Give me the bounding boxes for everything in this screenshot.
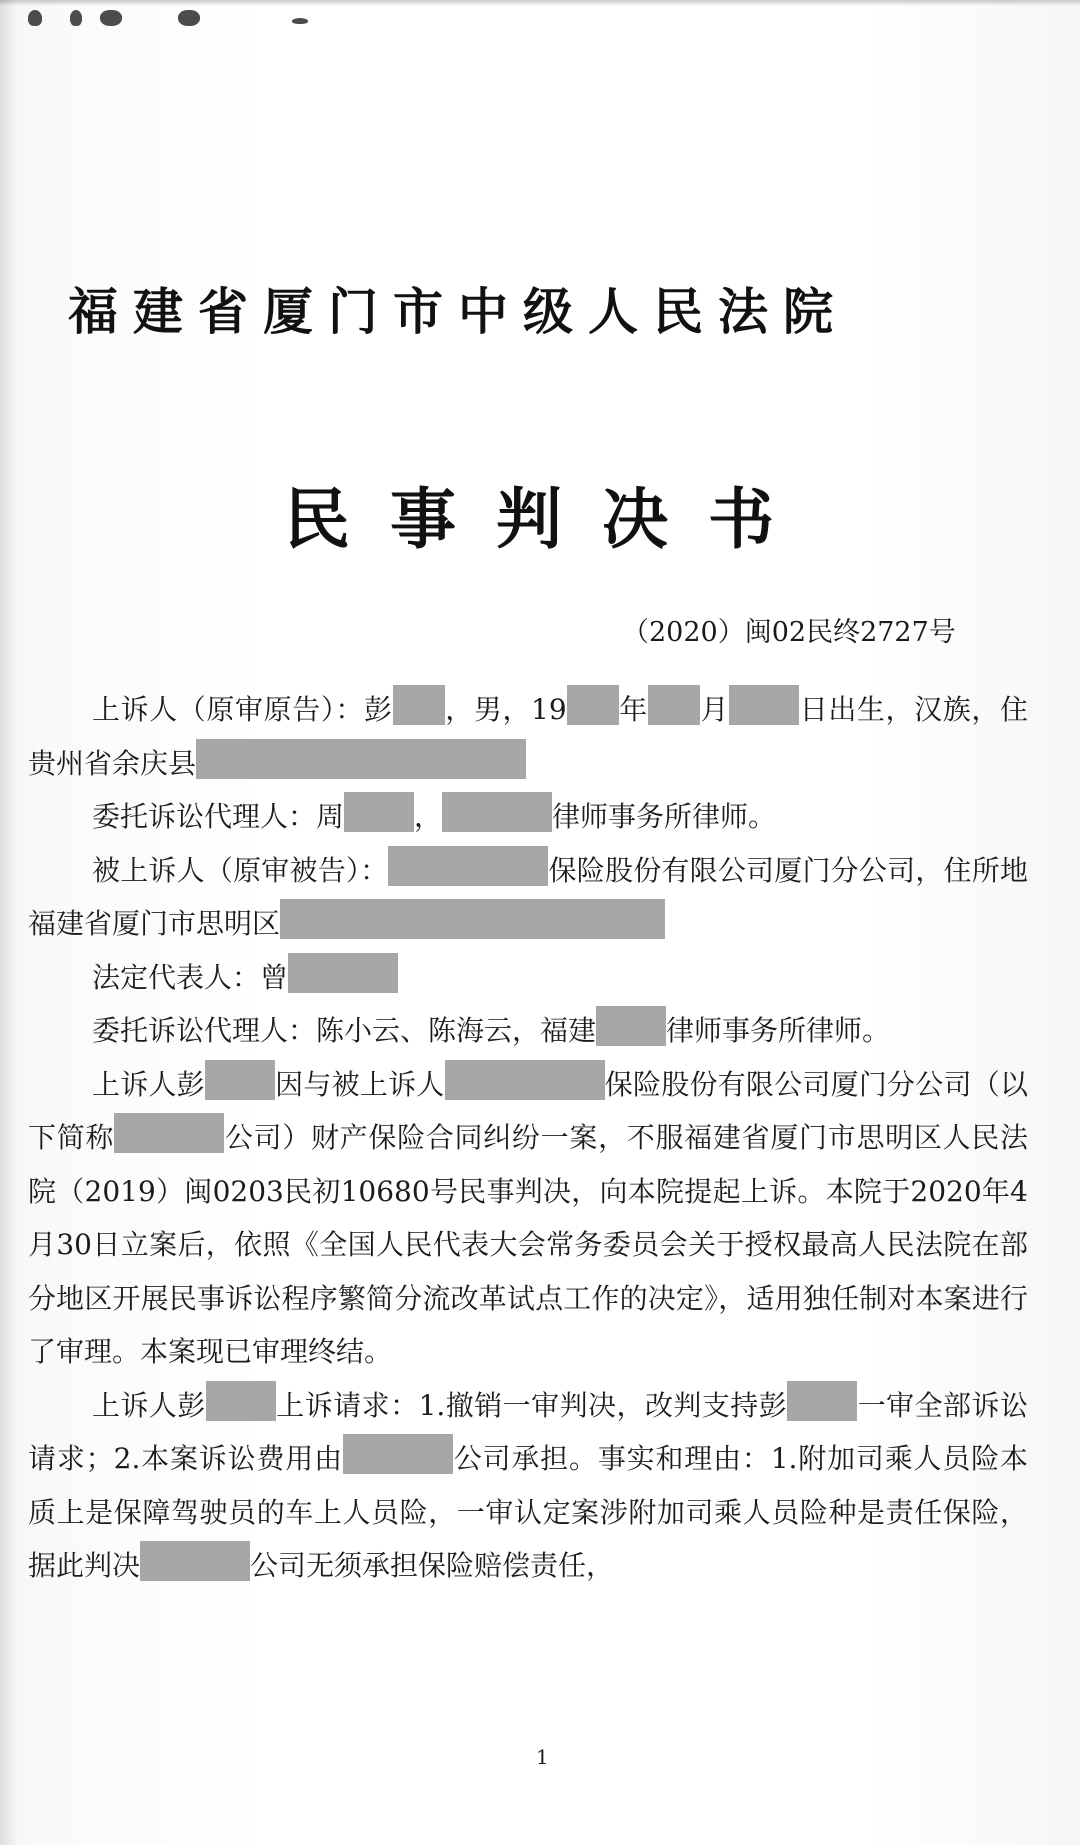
- redaction-block: [787, 1381, 857, 1421]
- page-number: 1: [536, 1745, 549, 1769]
- binding-hole-mark: [292, 18, 308, 24]
- text-segment: 住所地福建省厦门市思明区: [28, 853, 1028, 940]
- text-segment: 保险股份有限公司厦门分公司，: [548, 853, 944, 887]
- redaction-block: [388, 846, 548, 886]
- redaction-block: [445, 1060, 605, 1100]
- document-body: [28, 683, 1028, 1593]
- text-segment: 住贵州省余庆县: [28, 693, 1028, 780]
- text-segment: 委托诉讼代理人：周: [92, 800, 345, 833]
- redaction-block: [196, 739, 526, 779]
- redaction-block: [442, 792, 552, 832]
- text-segment: 法定代表人：曾: [92, 960, 289, 994]
- text-segment: 一审全部诉讼请求；2.本案诉讼费用由: [28, 1388, 1028, 1475]
- text-segment: 委托诉讼代理人：陈小云、陈海云，福建: [92, 1014, 597, 1047]
- binding-hole-mark: [178, 10, 200, 26]
- court-name: 福建省厦门市中级人民法院: [68, 283, 848, 341]
- text-segment: 公司）财产保险合同纠纷一案，不服福建省厦门市思明区人民法院（2019）闽0203民初10680号民事判决，向本院提起上诉。本院于2020年4月30日立案后，依照《全国人民代表大会常务委员会关于授权最高人民法院在部分地区开展民事诉讼程序繁简分流改革试点工作的决定》，适用独任制对本案进行了审理。本案现已审理终结。: [28, 1121, 1028, 1368]
- redaction-block: [596, 1006, 666, 1046]
- paragraph-appeal-claims: [28, 1379, 1028, 1593]
- text-segment: 律师事务所律师。: [666, 1014, 891, 1047]
- paragraph-case-summary: [28, 1058, 1028, 1379]
- text-segment: 上诉人彭: [92, 1067, 205, 1101]
- text-segment: 上诉人（原审原告）：彭: [92, 693, 393, 726]
- redaction-block: [140, 1541, 250, 1581]
- case-number: （2020）闽02民终2727号: [622, 617, 956, 648]
- redaction-block: [648, 685, 700, 725]
- text-segment: 被上诉人（原审被告）：: [92, 853, 389, 887]
- paragraph-appellant: [28, 683, 1028, 790]
- text-segment: 上诉请求：1.撤销一审判决，改判支持彭: [275, 1388, 788, 1422]
- redaction-block: [280, 899, 665, 939]
- redaction-block: [343, 1434, 453, 1474]
- binding-hole-mark: [70, 10, 82, 26]
- redaction-block: [567, 685, 619, 725]
- paragraph-appellee: [28, 844, 1028, 951]
- page-left-shadow: [0, 0, 18, 1845]
- redaction-block: [393, 685, 445, 725]
- text-segment: 律师事务所律师。: [552, 800, 777, 833]
- paragraph-agent-appellant: [28, 790, 1028, 844]
- text-segment: 日出生，汉族，: [799, 693, 1000, 726]
- binding-hole-mark: [28, 10, 42, 26]
- text-segment: 年: [618, 693, 648, 726]
- text-segment: 保险股份有限公司厦门分公司（以下简称: [28, 1067, 1028, 1154]
- paragraph-agent-appellee: [28, 1004, 1028, 1058]
- document-title: 民事判决书: [284, 481, 814, 558]
- redaction-block: [729, 685, 799, 725]
- text-segment: 公司承担。事实和理由：1.附加司乘人员险本质上是保障驾驶员的车上人员险，一审认定案涉附加司乘人员险种是责任保险，据此判决: [28, 1442, 1028, 1582]
- redaction-block: [114, 1113, 224, 1153]
- paragraph-legal-rep: [28, 951, 1028, 1005]
- redaction-block: [205, 1060, 275, 1100]
- text-segment: 公司无须承担保险赔偿责任，: [250, 1549, 615, 1582]
- text-segment: ，: [414, 800, 443, 833]
- text-segment: 因与被上诉人: [274, 1067, 445, 1101]
- text-segment: ，男，19: [444, 693, 567, 726]
- binding-hole-mark: [100, 10, 122, 26]
- redaction-block: [288, 953, 398, 993]
- redaction-block: [206, 1381, 276, 1421]
- page-top-edge: [0, 0, 1080, 6]
- redaction-block: [344, 792, 414, 832]
- text-segment: 上诉人彭: [92, 1388, 206, 1422]
- text-segment: 月: [699, 693, 730, 726]
